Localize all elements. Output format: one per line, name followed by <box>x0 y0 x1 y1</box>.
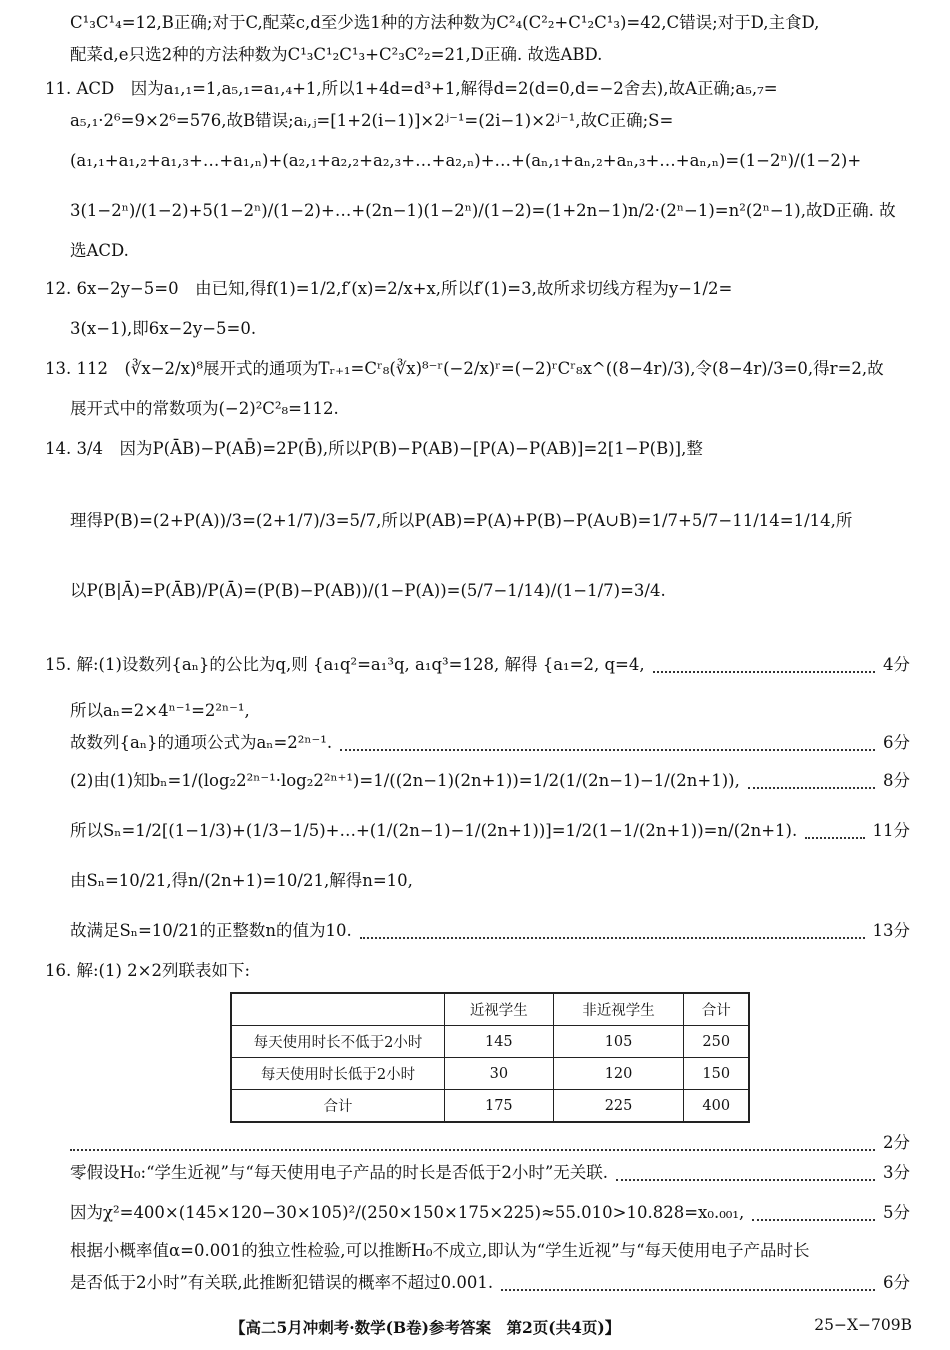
score-label: 13分 <box>872 921 910 940</box>
table-cell: 150 <box>684 1058 749 1090</box>
q15-text: 故满足Sₙ=10/21的正整数n的值为10. <box>70 921 352 940</box>
table-header-cell: 非近视学生 <box>553 993 684 1026</box>
leader-dots <box>752 1205 875 1221</box>
table-cell: 每天使用时长低于2小时 <box>231 1058 445 1090</box>
table-cell: 400 <box>684 1090 749 1123</box>
q11-line: 11. ACD 因为a₁,₁=1,a₅,₁=a₁,₄+1,所以1+4d=d³+1,解得d=2(d=0,d=−2舍去),故A正确;a₅,₇= <box>45 79 778 98</box>
score-label: 2分 <box>883 1133 910 1152</box>
q16-line <box>70 1270 910 1296</box>
table-header-cell <box>231 993 445 1026</box>
table-cell: 合计 <box>231 1090 445 1123</box>
q15-line <box>45 652 910 678</box>
q14-line: 理得P(B)=(2+P(A))/3=(2+1/7)/3=5/7,所以P(AB)=P(A)+P(B)−P(A∪B)=1/7+5/7−11/14=1/14,所 <box>70 511 853 530</box>
leader-dots <box>805 823 864 839</box>
q15-line <box>70 730 910 756</box>
q15-line: 由Sₙ=10/21,得n/(2n+1)=10/21,解得n=10, <box>70 871 413 890</box>
leader-dots <box>653 657 875 673</box>
table-header-cell: 近视学生 <box>445 993 554 1026</box>
score-label: 11分 <box>872 821 910 840</box>
q16-line: 根据小概率值α=0.001的独立性检验,可以推断H₀不成立,即认为“学生近视”与“每天使用电子产品时长 <box>70 1241 810 1260</box>
page-footer <box>0 1316 950 1340</box>
score-label: 8分 <box>883 771 910 790</box>
q16-line: 16. 解:(1) 2×2列联表如下: <box>45 961 251 980</box>
q11-line: (a₁,₁+a₁,₂+a₁,₃+…+a₁,ₙ)+(a₂,₁+a₂,₂+a₂,₃+…+a₂,ₙ)+…+(aₙ,₁+aₙ,₂+aₙ,₃+…+aₙ,ₙ)=(1−2ⁿ)/(1−2)+ <box>70 151 862 170</box>
q16-line <box>70 1160 910 1186</box>
table-cell: 175 <box>445 1090 554 1123</box>
q13-line: 13. 112 (∛x−2/x)⁸展开式的通项为Tᵣ₊₁=Cʳ₈(∛x)⁸⁻ʳ(−2/x)ʳ=(−2)ʳCʳ₈x^((8−4r)/3),令(8−4r)/3=0,得r=2,故 <box>45 359 884 378</box>
table-row <box>231 1026 749 1058</box>
leader-dots <box>360 923 865 939</box>
q14-line: 以P(B|Ā)=P(ĀB)/P(Ā)=(P(B)−P(AB))/(1−P(A))=(5/7−1/14)/(1−1/7)=3/4. <box>70 581 666 600</box>
leader-dots <box>748 773 875 789</box>
leader-dots <box>70 1135 875 1151</box>
score-label: 3分 <box>883 1163 910 1182</box>
q16-line <box>70 1130 910 1156</box>
text-line: C¹₃C¹₄=12,B正确;对于C,配菜c,d至少选1种的方法种数为C²₄(C²₂+C¹₂C¹₃)=42,C错误;对于D,主食D, <box>70 13 820 32</box>
table-cell: 225 <box>553 1090 684 1123</box>
score-label: 6分 <box>883 733 910 752</box>
q11-line: a₅,₁·2⁶=9×2⁶=576,故B错误;aᵢ,ⱼ=[1+2(i−1)]×2ʲ⁻¹=(2i−1)×2ʲ⁻¹,故C正确;S= <box>70 111 674 130</box>
table-cell: 30 <box>445 1058 554 1090</box>
score-label: 6分 <box>883 1273 910 1292</box>
q15-text: 15. 解:(1)设数列{aₙ}的公比为q,则 {a₁q²=a₁³q, a₁q³=128, 解得 {a₁=2, q=4, <box>45 655 645 674</box>
table-cell: 105 <box>553 1026 684 1058</box>
q15-line <box>70 768 910 794</box>
q15-line <box>70 818 910 844</box>
table-cell: 145 <box>445 1026 554 1058</box>
table-header-row <box>231 993 749 1026</box>
q15-text: 故数列{aₙ}的通项公式为aₙ=2²ⁿ⁻¹. <box>70 733 333 752</box>
footer-title: 【高二5月冲刺考·数学(B卷)参考答案 第2页(共4页)】 <box>230 1318 621 1337</box>
leader-dots <box>616 1165 875 1181</box>
table-header-cell: 合计 <box>684 993 749 1026</box>
q14-line: 14. 3/4 因为P(ĀB)−P(AB̄)=2P(B̄),所以P(B)−P(AB)−[P(A)−P(AB)]=2[1−P(B)],整 <box>45 439 703 458</box>
q15-text: (2)由(1)知bₙ=1/(log₂2²ⁿ⁻¹·log₂2²ⁿ⁺¹)=1/((2n−1)(2n+1))=1/2(1/(2n−1)−1/(2n+1)), <box>70 771 740 790</box>
q11-line: 选ACD. <box>70 241 129 260</box>
q11-line: 3(1−2ⁿ)/(1−2)+5(1−2ⁿ)/(1−2)+…+(2n−1)(1−2ⁿ)/(1−2)=(1+2n−1)n/2·(2ⁿ−1)=n²(2ⁿ−1),故D正确. 故 <box>70 201 896 220</box>
q15-line <box>70 918 910 944</box>
q16-text: 零假设H₀:“学生近视”与“每天使用电子产品的时长是否低于2小时”无关联. <box>70 1163 609 1182</box>
footer-code: 25−X−709B <box>814 1316 912 1334</box>
leader-dots <box>340 735 875 751</box>
q12-line: 12. 6x−2y−5=0 由已知,得f(1)=1/2,f′(x)=2/x+x,所以f′(1)=3,故所求切线方程为y−1/2= <box>45 279 733 298</box>
table-cell: 120 <box>553 1058 684 1090</box>
q12-line: 3(x−1),即6x−2y−5=0. <box>70 319 257 338</box>
score-label: 4分 <box>883 655 910 674</box>
table-cell: 250 <box>684 1026 749 1058</box>
leader-dots <box>501 1275 875 1291</box>
q16-text: 因为χ²=400×(145×120−30×105)²/(250×150×175×225)≈55.010>10.828=x₀.₀₀₁, <box>70 1203 745 1222</box>
q15-text: 所以Sₙ=1/2[(1−1/3)+(1/3−1/5)+…+(1/(2n−1)−1/(2n+1))]=1/2(1−1/(2n+1))=n/(2n+1). <box>70 821 798 840</box>
table-row <box>231 1058 749 1090</box>
score-label: 5分 <box>883 1203 910 1222</box>
table-row <box>231 1090 749 1123</box>
q13-line: 展开式中的常数项为(−2)²C²₈=112. <box>70 399 339 418</box>
q16-text: 是否低于2小时”有关联,此推断犯错误的概率不超过0.001. <box>70 1273 494 1292</box>
text-line: 配菜d,e只选2种的方法种数为C¹₃C¹₂C¹₃+C²₃C²₂=21,D正确. 故选ABD. <box>70 45 603 64</box>
q16-line <box>70 1200 910 1226</box>
table-cell: 每天使用时长不低于2小时 <box>231 1026 445 1058</box>
contingency-table <box>230 992 750 1123</box>
q15-line: 所以aₙ=2×4ⁿ⁻¹=2²ⁿ⁻¹, <box>70 701 250 720</box>
